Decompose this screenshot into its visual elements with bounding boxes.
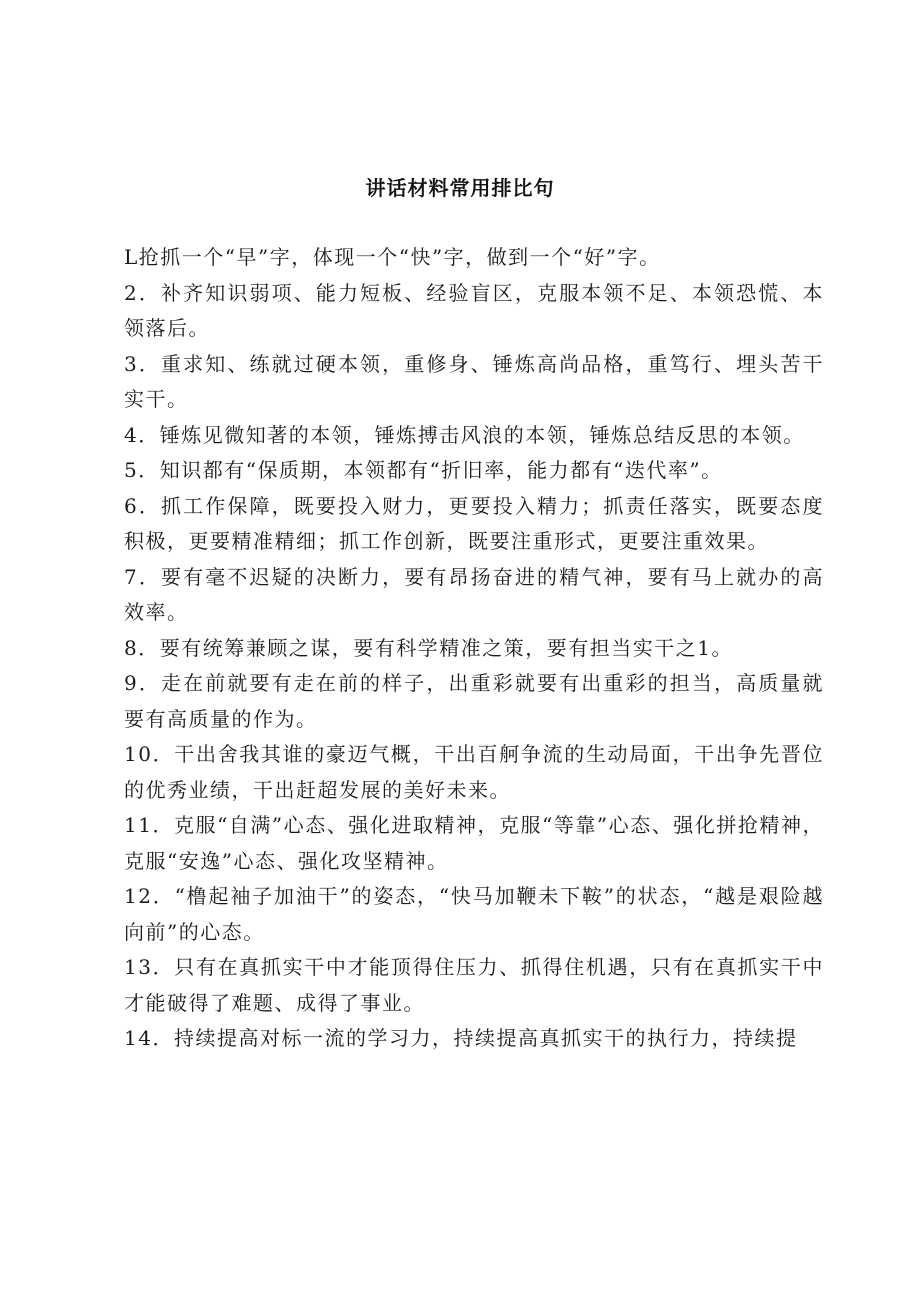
- list-item: 5．知识都有“保质期，本领都有“折旧率，能力都有“迭代率”。: [124, 458, 723, 482]
- list-item: 13．只有在真抓实干中才能顶得住压力、抓得住机遇，只有在真抓实干中才能破得了难题、成得了事业。: [124, 955, 824, 1015]
- list-item: 14．持续提高对标一流的学习力，持续提高真抓实干的执行力，持续提: [124, 1026, 798, 1050]
- list-item: 11．克服“自满”心态、强化进取精神，克服“等靠”心态、强化拼抢精神，克服“安逸”心态、强化攻坚精神。: [124, 813, 824, 873]
- document-title: 讲话材料常用排比句: [365, 176, 555, 200]
- document-body: [124, 240, 824, 1057]
- list-item: 10．干出舍我其谁的豪迈气概，干出百舸争流的生动局面，干出争先晋位的优秀业绩，干出赶超发展的美好未来。: [124, 742, 824, 802]
- list-item: 8．要有统筹兼顾之谋，要有科学精准之策，要有担当实干之1。: [124, 635, 733, 660]
- list-item: 3．重求知、练就过硬本领，重修身、锤炼高尚品格，重笃行、埋头苦干实干。: [124, 351, 824, 411]
- list-item: L抢抓一个“早”字，体现一个“快”字，做到一个“好”字。: [124, 245, 661, 269]
- list-item: 4．锤炼见微知著的本领，锤炼搏击风浪的本领，锤炼总结反思的本领。: [124, 422, 805, 447]
- list-item: 12．“橹起袖子加油干”的姿态，“快马加鞭未下鞍”的状态，“越是艰险越向前”的心态。: [124, 884, 824, 944]
- list-item: 2．补齐知识弱项、能力短板、经验盲区，克服本领不足、本领恐慌、本领落后。: [124, 280, 824, 340]
- list-item: 9．走在前就要有走在前的样子，出重彩就要有出重彩的担当，高质量就要有高质量的作为。: [124, 671, 824, 731]
- list-item: 7．要有毫不迟疑的决断力，要有昂扬奋进的精气神，要有马上就办的高效率。: [124, 564, 824, 624]
- list-item: 6．抓工作保障，既要投入财力，更要投入精力；抓责任落实，既要态度积极，更要精准精细；抓工作创新，既要注重形式，更要注重效果。: [124, 493, 824, 553]
